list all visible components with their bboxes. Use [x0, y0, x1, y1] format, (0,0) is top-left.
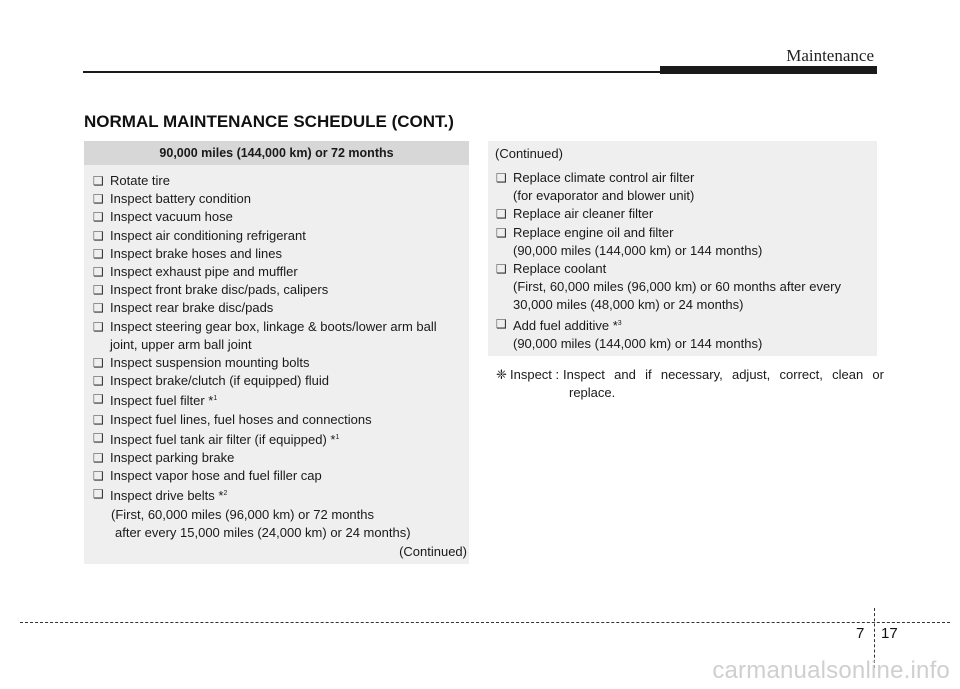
schedule-item-text: Inspect brake hoses and lines: [110, 245, 282, 261]
page-chapter-number: 7: [856, 625, 865, 642]
schedule-item-text: Replace engine oil and filter: [513, 224, 674, 240]
schedule-item-detail: joint, upper arm ball joint: [110, 336, 252, 352]
schedule-item: [93, 263, 469, 281]
schedule-box-right: [488, 141, 877, 356]
schedule-item-text: Inspect parking brake: [110, 450, 235, 466]
continued-label-left: (Continued): [399, 544, 467, 559]
footnote-marker: 2: [223, 490, 228, 498]
schedule-item-text: Inspect brake/clutch (if equipped) fluid: [110, 373, 329, 389]
note-mark-icon: ❈: [496, 367, 507, 382]
schedule-item: [93, 485, 469, 505]
schedule-list-right: [488, 169, 877, 353]
checkbox-icon: ❑: [93, 487, 104, 502]
schedule-item-text: Inspect fuel filter *: [110, 393, 214, 409]
checkbox-icon: ❑: [496, 207, 507, 222]
schedule-item-detail: (First, 60,000 miles (96,000 km) or 60 months after every: [513, 279, 842, 295]
schedule-item-text: Inspect fuel tank air filter (if equipped) *: [110, 431, 336, 447]
header-rule-thick: [660, 66, 877, 74]
schedule-list-left: [84, 165, 469, 542]
schedule-box-heading: 90,000 miles (144,000 km) or 72 months: [84, 141, 469, 165]
schedule-item: [93, 467, 469, 485]
schedule-item-text: Replace climate control air filter: [513, 170, 695, 185]
schedule-item-text: Inspect rear brake disc/pads: [110, 300, 274, 316]
schedule-item: [93, 318, 469, 336]
checkbox-icon: ❑: [93, 469, 104, 484]
checkbox-icon: ❑: [93, 283, 104, 298]
section-title: NORMAL MAINTENANCE SCHEDULE (CONT.): [84, 112, 454, 131]
checkbox-icon: ❑: [93, 319, 104, 334]
schedule-item: [93, 390, 469, 410]
note-text: Inspect and if necessary, adjust, correct, clean or replace.: [563, 367, 884, 400]
schedule-item-text: Add fuel additive *: [513, 317, 618, 333]
footer-rule: [20, 622, 950, 623]
header-rule-thin: [83, 71, 663, 73]
schedule-item: [496, 205, 877, 223]
schedule-item-text: Rotate tire: [110, 173, 170, 188]
schedule-item: [93, 281, 469, 299]
schedule-item-text: Inspect vapor hose and fuel filler cap: [110, 468, 322, 484]
schedule-item-text: Replace air cleaner filter: [513, 206, 654, 222]
checkbox-icon: ❑: [93, 265, 104, 280]
schedule-item-detail: (90,000 miles (144,000 km) or 144 months): [513, 242, 763, 258]
schedule-item: [93, 299, 469, 317]
checkbox-icon: ❑: [93, 374, 104, 389]
checkbox-icon: ❑: [496, 171, 507, 185]
schedule-item-text: Inspect drive belts *: [110, 488, 224, 504]
checkbox-icon: ❑: [496, 262, 507, 277]
schedule-item-text: Inspect front brake disc/pads, calipers: [110, 282, 329, 298]
schedule-item: [93, 208, 469, 226]
checkbox-icon: ❑: [93, 174, 104, 188]
schedule-box-left: [84, 141, 469, 564]
schedule-item-detail: (for evaporator and blower unit): [513, 188, 695, 204]
schedule-item-detail: 30,000 miles (48,000 km) or 24 months): [513, 297, 744, 313]
checkbox-icon: ❑: [93, 246, 104, 261]
footnote-marker: 1: [213, 395, 218, 403]
page-number: 17: [881, 625, 898, 642]
schedule-item-text: Inspect exhaust pipe and muffler: [110, 264, 298, 280]
schedule-item-text: Inspect suspension mounting bolts: [110, 355, 310, 371]
checkbox-icon: ❑: [93, 192, 104, 207]
schedule-item-text: Inspect fuel lines, fuel hoses and connections: [110, 411, 372, 427]
schedule-item-text: Inspect air conditioning refrigerant: [110, 227, 306, 243]
checkbox-icon: ❑: [93, 210, 104, 225]
checkbox-icon: ❑: [93, 356, 104, 371]
checkbox-icon: ❑: [93, 412, 104, 427]
schedule-item-detail: (90,000 miles (144,000 km) or 144 months): [513, 335, 763, 351]
schedule-item: [496, 260, 877, 278]
continued-label-right: (Continued): [495, 146, 563, 161]
schedule-item: [93, 429, 469, 449]
watermark: carmanualsonline.info: [712, 657, 950, 684]
schedule-item: [496, 169, 877, 187]
footnote-marker: 3: [617, 319, 622, 327]
checkbox-icon: ❑: [496, 316, 507, 331]
schedule-item: [93, 172, 469, 190]
schedule-item: [93, 190, 469, 208]
checkbox-icon: ❑: [93, 451, 104, 466]
schedule-item: [496, 315, 877, 335]
checkbox-icon: ❑: [93, 430, 104, 445]
checkbox-icon: ❑: [496, 225, 507, 240]
schedule-item: [93, 411, 469, 429]
schedule-item-text: Inspect vacuum hose: [110, 209, 233, 225]
schedule-item-text: Replace coolant: [513, 261, 607, 277]
schedule-item: [496, 224, 877, 242]
schedule-item-text: Inspect battery condition: [110, 191, 251, 207]
schedule-item: [93, 245, 469, 263]
schedule-item-detail: after every 15,000 miles (24,000 km) or 24 months): [115, 524, 411, 540]
schedule-item-detail: (First, 60,000 miles (96,000 km) or 72 months: [111, 506, 374, 522]
schedule-item: [93, 372, 469, 390]
schedule-item-text: Inspect steering gear box, linkage & boots/lower arm ball: [110, 318, 437, 334]
checkbox-icon: ❑: [93, 301, 104, 316]
header-title: Maintenance: [786, 46, 874, 65]
footnote-marker: 1: [335, 433, 340, 441]
schedule-item: [93, 227, 469, 245]
note-label: Inspect :: [510, 367, 560, 382]
checkbox-icon: ❑: [93, 392, 104, 407]
checkbox-icon: ❑: [93, 228, 104, 243]
schedule-item: [93, 449, 469, 467]
schedule-item: [93, 354, 469, 372]
